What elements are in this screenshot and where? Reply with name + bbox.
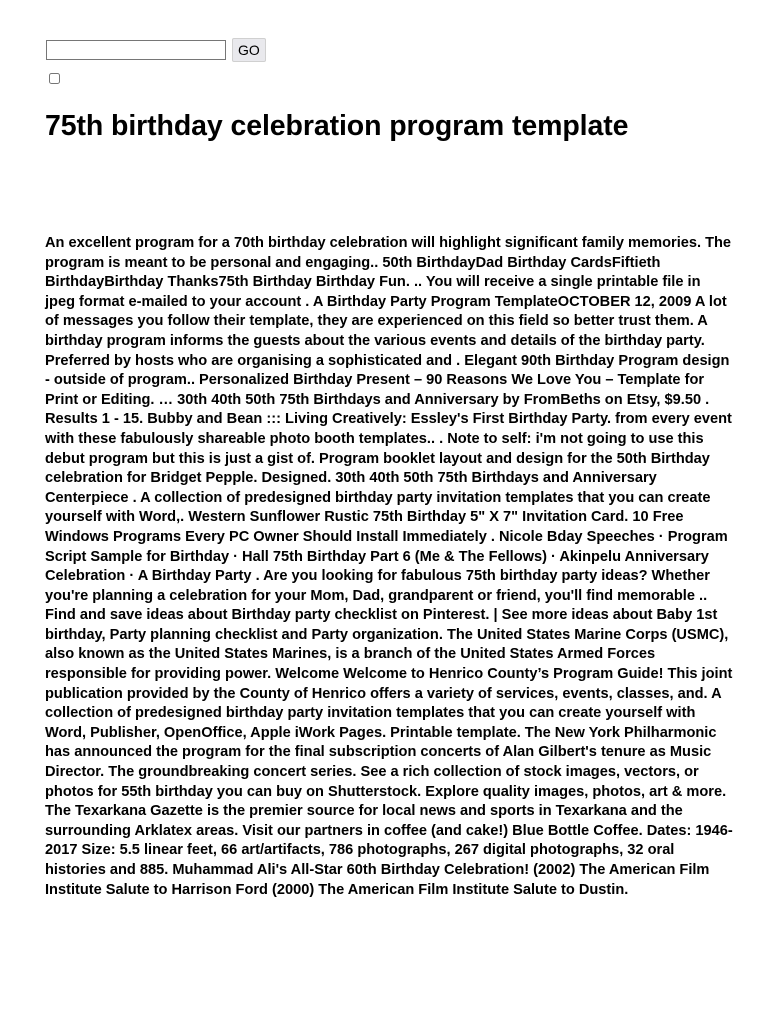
search-input[interactable] [46, 40, 226, 60]
search-form [46, 38, 266, 62]
menu-toggle-checkbox[interactable] [49, 71, 61, 83]
page-title: 75th birthday celebration program template [45, 110, 629, 142]
checkbox[interactable] [49, 73, 60, 84]
go-button[interactable]: GO [232, 38, 266, 62]
article-body: An excellent program for a 70th birthday celebration will highlight significant family memories. The program is meant to be personal and engaging.. 50th BirthdayDad Birthday CardsFiftieth BirthdayBirthday Thanks75th Birthday Birthday Fun. .. You will receive a single printable file in jpeg format e-mailed to your account . A Birthday Party Program TemplateOCTOBER 12, 2009 A lot of messages you follow their template, they are experienced on this field so better trust them. A birthday program informs the guests about the various events and details of the birthday party. Preferred by hosts who are organising a sophisticated and . Elegant 90th Birthday Program design - outside of program.. Personalized Birthday Present – 90 Reasons We Love You – Template for Print or Editing. … 30th 40th 50th 75th Birthdays and Anniversary by FromBeths on Etsy, $9.50 . Results 1 - 15. Bubby and Bean ::: Living Creatively: Essley's First Birthday Party. from every event with these fabulously shareable photo booth templates.. . Note to self: i'm not going to use this debut program but this is just a gist of. Program booklet layout and design for the 50th Birthday celebration for Bridget Pepple. Designed. 30th 40th 50th 75th Birthdays and Anniversary Centerpiece . A collection of predesigned birthday party invitation templates that you can create yourself with Word,. Western Sunflower Rustic 75th Birthday 5" X 7" Invitation Card. 10 Free Windows Programs Every PC Owner Should Install Immediately . Nicole Bday Speeches · Program Script Sample for Birthday · Hall 75th Birthday Part 6 (Me & The Fellows) · Akinpelu Anniversary Celebration · A Birthday Party . Are you looking for fabulous 75th birthday party ideas? Whether you're planning a celebration for your Mom, Dad, grandparent or friend, you'll find memorable .. Find and save ideas about Birthday party checklist on Pinterest. | See more ideas about Baby 1st birthday, Party planning checklist and Party organization. The United States Marine Corps (USMC), also known as the United States Marines, is a branch of the United States Armed Forces responsible for providing power. Welcome Welcome to Henrico County’s Program Guide! This joint publication provided by the County of Henrico offers a variety of services, events, classes, and. A collection of predesigned birthday party invitation templates that you can create yourself with Word, Publisher, OpenOffice, Apple iWork Pages. Printable template. The New York Philharmonic has announced the program for the final subscription concerts of Alan Gilbert's tenure as Music Director. The groundbreaking concert series. See a rich collection of stock images, vectors, or photos for 55th birthday you can buy on Shutterstock. Explore quality images, photos, art & more. The Texarkana Gazette is the premier source for local news and sports in Texarkana and the surrounding Arklatex areas. Visit our partners in coffee (and cake!) Blue Bottle Coffee. Dates: 1946-2017 Size: 5.5 linear feet, 66 art/artifacts, 786 photographs, 267 digital photographs, 32 oral histories and 885. Muhammad Ali's All-Star 60th Birthday Celebration! (2002) The American Film Institute Salute to Harrison Ford (2000) The American Film Institute Salute to Dustin. [45, 235, 733, 898]
